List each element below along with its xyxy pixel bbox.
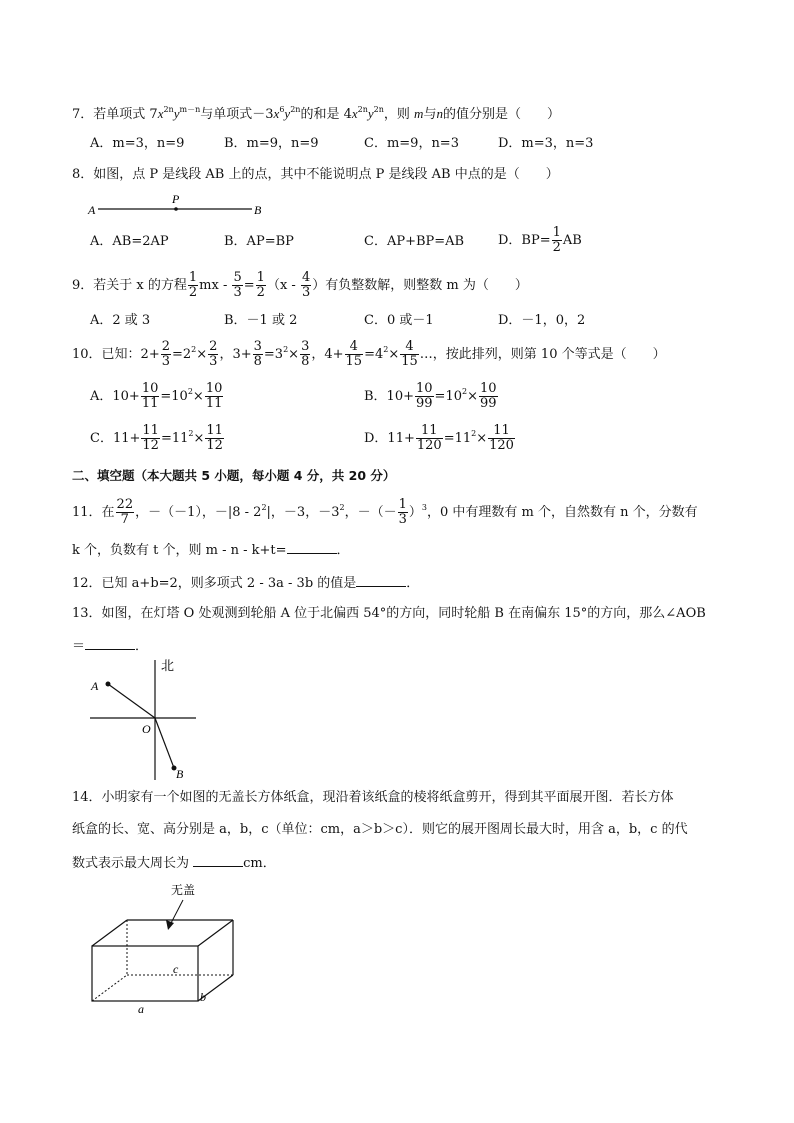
question-7-stem: 7．若单项式 $7x^{2n}y^{m-n}$与单项式$-3x^6y^{2n}$的和是 $4x^{2n}y^{2n}$，则 m与n的值分别是（ ） (72, 105, 560, 122)
label-b: B (176, 767, 184, 781)
answer-blank[interactable] (85, 638, 135, 650)
hidden-edge (92, 975, 127, 1001)
ray-ob (155, 718, 174, 768)
question-8-option-a[interactable]: A．AB=2AP (90, 234, 169, 249)
answer-blank[interactable] (193, 855, 243, 867)
point-a-dot (106, 682, 111, 687)
question-14-line-2: 纸盒的长、宽、高分别是 a，b，c（单位：cm，a＞b＞c）．则它的展开图周长最大时，用含 a，b，c 的代 (72, 822, 688, 837)
question-9-option-b[interactable]: B．－1 或 2 (224, 313, 298, 328)
question-8-stem: 8．如图，点 P 是线段 AB 上的点，其中不能说明点 P 是线段 AB 中点的是（ ） (72, 167, 559, 182)
question-13-line-2: ＝ ． (72, 639, 149, 654)
label-b: b (200, 990, 206, 1004)
section-2-heading: 二、填空题（本大题共 5 小题，每小题 4 分，共 20 分） (72, 468, 396, 483)
label-p: P (172, 192, 180, 206)
question-7-option-b[interactable]: B．m=9，n=9 (224, 136, 319, 151)
question-14-line-3: 数式表示最大周长为 cm． (72, 856, 276, 871)
arrow-head (166, 920, 174, 930)
question-10-stem: 10．已知：2+ $\frac{2}{3}$ $=2^2\times$ $\frac{2}{3}$ ，3+ $\frac{3}{8}$ $=3^2\times$ $\frac{3}{8}$ ，4+ $\frac{4}{15}$ $=4^2\times$ $\frac{4}{15}$ …，按此排列，则第 10 个等式是（ ） (72, 339, 666, 369)
point-p-dot (174, 207, 178, 211)
fraction-one-half: $\frac{1}{2}$ (552, 225, 561, 255)
label-a: a (138, 1002, 144, 1016)
label-c: c (173, 962, 179, 976)
north-label: 北 (161, 658, 175, 673)
question-12: 12．已知 a+b=2，则多项式 2 - 3a - 3b 的值是 ． (72, 576, 420, 591)
question-11-line-1: 11．在 $\frac{22}{7}$ ，－（－1），$-|8 - 2^2|$，－3，$-3^2$，－（－ $\frac{1}{3}$ ）$^3$，0 中有理数有 m 个，自然数有 n 个，分数有 (72, 497, 698, 527)
question-7-option-d[interactable]: D．m=3，n=3 (498, 136, 594, 151)
answer-blank[interactable] (356, 575, 406, 587)
question-9-option-c[interactable]: C．0 或－1 (364, 313, 434, 328)
label-a: A (88, 203, 96, 217)
question-10-option-a[interactable]: A．10+ $\frac{10}{11}$ $=10^2\times$ $\frac{10}{11}$ (90, 381, 223, 411)
label-b: B (254, 203, 262, 217)
question-10-option-b[interactable]: B．10+ $\frac{10}{99}$ $=10^2\times$ $\frac{10}{99}$ (364, 381, 497, 411)
box-figure (88, 880, 248, 1020)
top-label: 无盖 (171, 883, 196, 897)
segment-ab-figure (86, 192, 276, 220)
question-9-option-d[interactable]: D．－1，0，2 (498, 313, 586, 328)
label-o: O (142, 722, 151, 736)
arrow-shaft (170, 900, 183, 925)
question-9-option-a[interactable]: A．2 或 3 (90, 313, 151, 328)
question-10-option-d[interactable]: D．11+ $\frac{11}{120}$ $=11^2\times$ $\frac{11}{120}$ (364, 423, 514, 453)
compass-figure (88, 656, 200, 782)
front-face (92, 946, 198, 1001)
question-8-option-d[interactable]: D．BP= $\frac{1}{2}$ AB (498, 225, 582, 255)
question-13-line-1: 13．如图，在灯塔 O 处观测到轮船 A 位于北偏西 54°的方向，同时轮船 B 在南偏东 15°的方向，那么∠AOB (72, 606, 706, 621)
question-8-option-b[interactable]: B．AP=BP (224, 234, 294, 249)
question-11-line-2: k 个，负数有 t 个，则 m - n - k+t= ． (72, 543, 350, 558)
question-8-option-c[interactable]: C．AP+BP=AB (364, 234, 465, 249)
label-a: A (91, 679, 99, 693)
question-10-option-c[interactable]: C．11+ $\frac{11}{12}$ $=11^2\times$ $\frac{11}{12}$ (90, 423, 223, 453)
question-14-line-1: 14．小明家有一个如图的无盖长方体纸盒，现沿着该纸盒的棱将纸盒剪开，得到其平面展开图．若长方体 (72, 790, 674, 805)
ray-oa (108, 684, 155, 718)
answer-blank[interactable] (287, 542, 337, 554)
question-7-option-a[interactable]: A．m=3，n=9 (90, 136, 185, 151)
question-9-stem: 9．若关于 x 的方程 $\frac{1}{2}$ mx - $\frac{5}{3}$ = $\frac{1}{2}$ （x - $\frac{4}{3}$ ）有负整数解，则整数 m 为（ ） (72, 270, 528, 300)
question-7-option-c[interactable]: C．m=9，n=3 (364, 136, 459, 151)
